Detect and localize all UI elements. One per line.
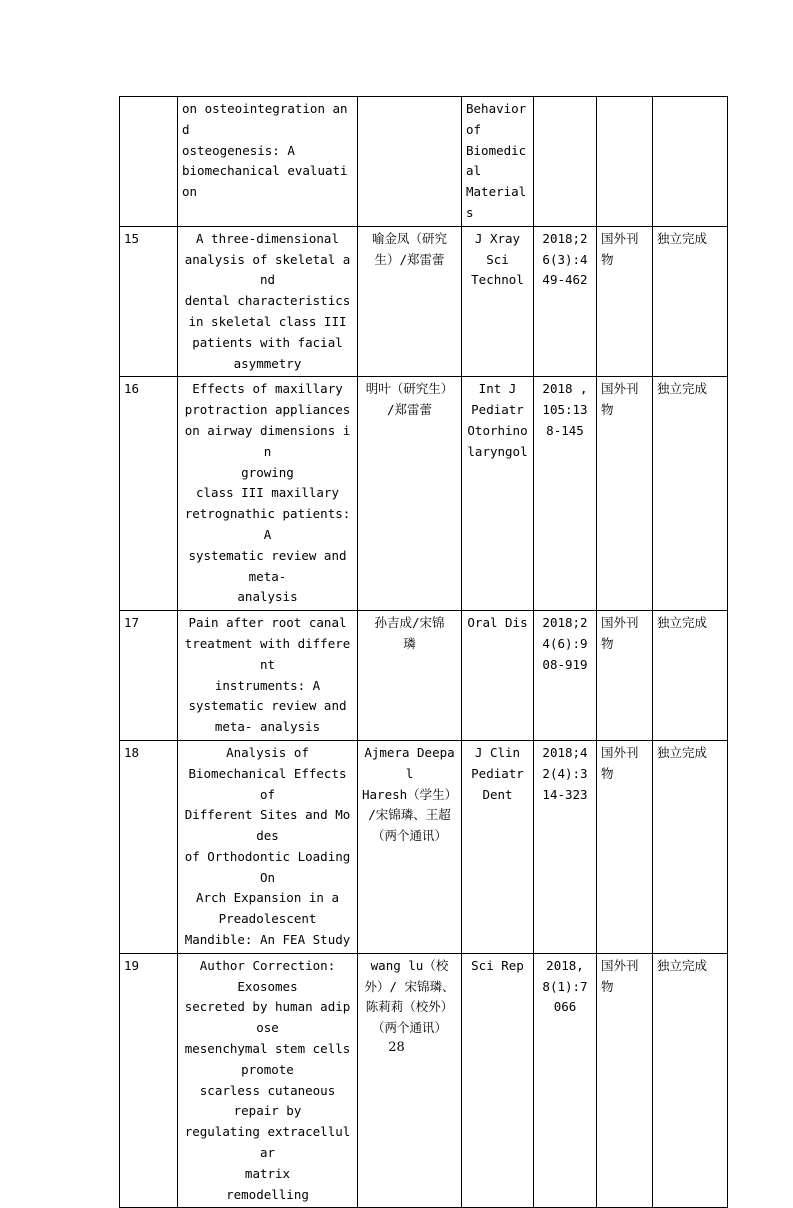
page-number: 28 <box>388 1040 405 1055</box>
table-row <box>120 953 728 1208</box>
completion-status-cell <box>653 226 728 377</box>
paper-title-line: growing <box>241 464 294 480</box>
row-number: 15 <box>124 230 140 246</box>
publication-type-cell <box>597 611 653 741</box>
publication-type-cell <box>597 953 653 1208</box>
authors-line: 喻金凤（研究 <box>371 230 447 246</box>
journal-line: J Xray <box>474 230 521 246</box>
paper-title-line: osteogenesis: A <box>182 142 295 158</box>
paper-title-line: Biomechanical Effects of <box>188 765 347 802</box>
authors-line: /宋锦璘、王超 <box>368 807 451 823</box>
row-number: 17 <box>124 615 140 631</box>
journal-line: Sci Rep <box>471 957 524 973</box>
paper-title-line: scarless cutaneous <box>199 1082 336 1098</box>
paper-title-line: instruments: A <box>214 677 321 693</box>
volume-pages-cell <box>534 740 597 953</box>
table-row <box>120 611 728 741</box>
volume-pages-line: 066 <box>553 999 577 1015</box>
journal-cell <box>462 953 534 1208</box>
paper-title-line: in skeletal class III <box>188 313 347 329</box>
journal-line: Dent <box>482 786 513 802</box>
completion-status-cell <box>653 953 728 1208</box>
volume-pages-cell <box>534 611 597 741</box>
publication-type-line: 国外刊 <box>601 230 639 246</box>
paper-title-line: dental characteristics <box>184 293 351 309</box>
paper-title-line: asymmetry <box>233 355 302 371</box>
paper-title-line: retrognathic patients: A <box>184 506 351 542</box>
journal-line: al <box>466 163 482 179</box>
completion-status-cell <box>653 377 728 611</box>
journal-line: Biomedic <box>466 142 527 158</box>
paper-title-line: A three-dimensional <box>196 230 339 246</box>
completion-status-cell <box>653 97 728 227</box>
authors-line: wang lu（校 <box>370 957 449 973</box>
table-row <box>120 226 728 377</box>
publication-type-line: 物 <box>601 765 614 781</box>
publication-type-line: 国外刊 <box>601 615 639 631</box>
authors-line: Ajmera Deepal <box>364 744 455 781</box>
volume-pages-line: 49-462 <box>542 272 588 288</box>
paper-title-line: Exosomes <box>237 978 298 994</box>
journal-line: Pediatr <box>471 765 524 781</box>
completion-status-cell <box>653 740 728 953</box>
volume-pages-line: 2(4):3 <box>542 765 588 781</box>
row-number: 16 <box>124 381 140 397</box>
journal-line: Oral Dis <box>467 615 528 631</box>
publication-type-cell <box>597 226 653 377</box>
journal-line: Behavior <box>466 101 527 116</box>
volume-pages-line: 2018, <box>546 957 584 973</box>
paper-title-line: Effects of maxillary <box>192 381 343 397</box>
paper-title-cell <box>178 377 358 611</box>
authors-line: 明叶（研究生） <box>365 381 454 397</box>
row-number-cell <box>120 740 178 953</box>
row-number-cell <box>120 226 178 377</box>
paper-title-cell <box>178 740 358 953</box>
journal-line: Technol <box>471 272 524 288</box>
paper-title-line: Pain after root canal <box>188 615 347 631</box>
completion-status: 独立完成 <box>657 615 708 631</box>
paper-title-line: on osteointegration and <box>182 101 348 137</box>
authors-cell <box>358 953 462 1208</box>
authors-cell <box>358 226 462 377</box>
journal-cell <box>462 97 534 227</box>
paper-title-cell <box>178 611 358 741</box>
authors-cell <box>358 97 462 227</box>
completion-status-cell <box>653 611 728 741</box>
publication-type-line: 物 <box>601 978 614 994</box>
row-number-cell <box>120 377 178 611</box>
journal-line: Material <box>466 184 527 200</box>
journal-cell <box>462 740 534 953</box>
paper-title-line: promote <box>241 1061 294 1077</box>
journal-cell <box>462 377 534 611</box>
paper-title-line: Analysis of <box>226 744 309 760</box>
journal-line: s <box>466 204 474 220</box>
journal-cell <box>462 611 534 741</box>
publication-type-line: 国外刊 <box>601 744 639 760</box>
row-number-cell <box>120 953 178 1208</box>
publication-type-cell <box>597 97 653 227</box>
journal-line: of <box>466 121 482 137</box>
paper-title-line: Preadolescent <box>218 911 317 927</box>
paper-title-line: regulating extracellular <box>184 1124 351 1161</box>
paper-title-cell <box>178 226 358 377</box>
paper-title-line: analysis <box>237 589 298 605</box>
paper-title-cell <box>178 953 358 1208</box>
journal-cell <box>462 226 534 377</box>
paper-title-line: meta- analysis <box>214 719 321 735</box>
paper-title-line: patients with facial <box>192 334 343 350</box>
volume-pages-cell <box>534 953 597 1208</box>
volume-pages-cell <box>534 226 597 377</box>
publication-type-line: 国外刊 <box>601 381 639 397</box>
volume-pages-line: 2018;2 <box>542 615 588 631</box>
journal-line: J Clin <box>474 744 521 760</box>
volume-pages-line: 4(6):9 <box>542 635 588 651</box>
paper-title-line: protraction appliances <box>184 402 351 418</box>
table-row <box>120 97 728 227</box>
volume-pages-line: 2018 , <box>542 381 588 397</box>
authors-line: 陈莉莉（校外） <box>365 999 454 1015</box>
paper-title-line: Author Correction: <box>199 957 336 973</box>
paper-title-line: on airway dimensions in <box>184 422 351 459</box>
paper-title-line: class III maxillary <box>196 485 339 501</box>
paper-title-line: matrix <box>244 1165 291 1181</box>
publication-type-cell <box>597 377 653 611</box>
volume-pages-cell <box>534 377 597 611</box>
volume-pages-line: 2018;2 <box>542 230 588 246</box>
paper-title-cell <box>178 97 358 227</box>
volume-pages-line: 14-323 <box>542 786 588 802</box>
journal-line: laryngol <box>467 443 528 459</box>
publication-type-line: 物 <box>601 251 614 267</box>
paper-title-line: systematic review and <box>188 547 347 563</box>
authors-line: Haresh（学生） <box>362 786 458 802</box>
row-number: 19 <box>124 957 140 973</box>
completion-status: 独立完成 <box>657 381 708 397</box>
volume-pages-line: 6(3):4 <box>542 251 588 267</box>
volume-pages-line: 8-145 <box>546 422 584 438</box>
completion-status: 独立完成 <box>657 230 708 246</box>
row-number-cell <box>120 611 178 741</box>
publication-type-line: 物 <box>601 635 614 651</box>
paper-title-line: Mandible: An FEA Study <box>184 932 351 948</box>
row-number-cell <box>120 97 178 227</box>
authors-cell <box>358 377 462 611</box>
journal-line: Otorhino <box>467 422 528 438</box>
completion-status: 独立完成 <box>657 957 708 973</box>
paper-title-line: meta- <box>248 568 287 584</box>
table-row <box>120 740 728 953</box>
journal-line: Pediatr <box>471 402 524 418</box>
authors-line: 璘 <box>403 635 416 651</box>
authors-cell <box>358 740 462 953</box>
publication-type-cell <box>597 740 653 953</box>
paper-title-line: mesenchymal stem cells <box>184 1041 351 1057</box>
publication-type-line: 物 <box>601 402 614 418</box>
authors-line: /郑雷蕾 <box>386 402 433 418</box>
paper-title-line: secreted by human adipose <box>184 999 351 1036</box>
authors-line: 生）/郑雷蕾 <box>374 251 445 267</box>
journal-line: Int J <box>478 381 517 397</box>
paper-title-line: systematic review and <box>188 698 347 714</box>
paper-title-line: analysis of skeletal and <box>184 251 351 288</box>
volume-pages-cell <box>534 97 597 227</box>
row-number: 18 <box>124 744 140 760</box>
authors-line: （两个通讯） <box>371 828 447 844</box>
authors-line: 外）/ 宋锦璘、 <box>364 978 455 994</box>
paper-title-line: treatment with different <box>184 635 351 672</box>
publication-type-line: 国外刊 <box>601 957 639 973</box>
authors-cell <box>358 611 462 741</box>
authors-line: 孙吉成/宋锦 <box>374 615 445 631</box>
paper-title-line: biomechanical evaluation <box>182 163 348 200</box>
paper-title-line: remodelling <box>226 1186 309 1202</box>
paper-title-line: Arch Expansion in a <box>196 890 339 906</box>
authors-line: （两个通讯） <box>371 1020 447 1036</box>
volume-pages-line: 105:13 <box>542 402 588 418</box>
paper-title-line: Different Sites and Modes <box>184 807 351 844</box>
volume-pages-line: 2018;4 <box>542 744 588 760</box>
journal-line: Sci <box>486 251 509 267</box>
paper-title-line: repair by <box>233 1103 302 1119</box>
completion-status: 独立完成 <box>657 744 708 760</box>
paper-title-line: of Orthodontic Loading On <box>184 848 351 885</box>
table-row <box>120 377 728 611</box>
volume-pages-line: 08-919 <box>542 656 588 672</box>
volume-pages-line: 8(1):7 <box>542 978 588 994</box>
